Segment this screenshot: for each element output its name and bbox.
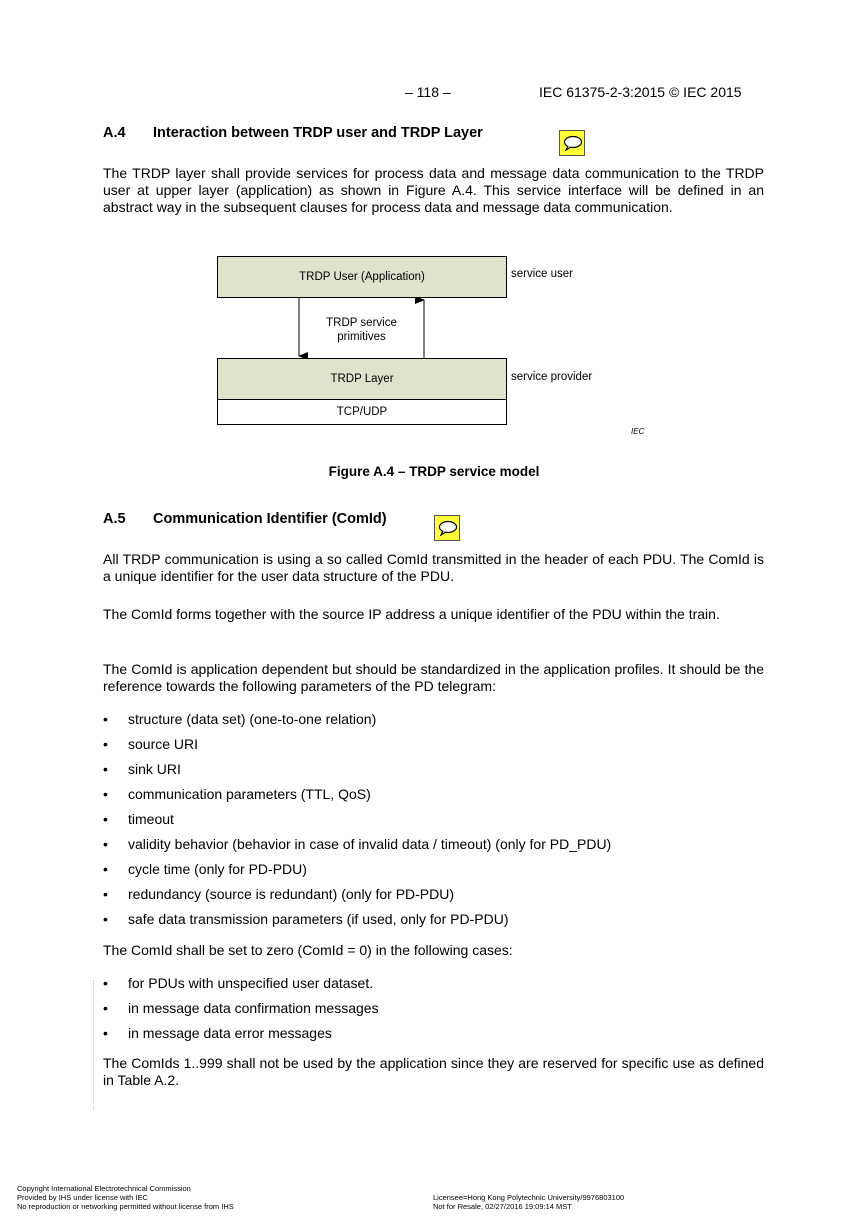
trdp-user-box (217, 256, 507, 298)
section-a5-para-2: The ComId forms together with the source IP address a unique identifier of the PDU within the train. (103, 606, 720, 622)
bullet: • (103, 761, 108, 777)
section-a5-number: A.5 (103, 511, 126, 527)
trdp-layer-box (217, 358, 507, 400)
bullet: • (103, 911, 108, 927)
footer-line: No reproduction or networking permitted without license from IHS (17, 1202, 234, 1211)
standard-reference: IEC 61375-2-3:2015 © IEC 2015 (539, 84, 742, 100)
tcp-udp-label: TCP/UDP (336, 406, 388, 418)
section-a5-para-4: The ComId shall be set to zero (ComId = 0) in the following cases: (103, 942, 513, 958)
bullet: • (103, 836, 108, 852)
service-user-label: service user (511, 268, 573, 280)
footer-line: Copyright International Electrotechnical Commission (17, 1184, 191, 1193)
section-a5-title: Communication Identifier (ComId) (153, 511, 387, 527)
list-item-text: cycle time (only for PD-PDU) (128, 861, 307, 877)
bullet: • (103, 886, 108, 902)
figure-caption: Figure A.4 – TRDP service model (328, 464, 540, 479)
footer-line: Licensee=Hong Kong Polytechnic University/9976803100 (433, 1193, 625, 1202)
bullet: • (103, 1000, 108, 1016)
primitives-line-2: primitives (337, 331, 386, 343)
footer-line: Provided by IHS under license with IEC (17, 1193, 148, 1202)
list-item-text: source URI (128, 736, 199, 752)
bullet: • (103, 811, 108, 827)
list-item-text: validity behavior (behavior in case of invalid data / timeout) (only for PD_PDU) (128, 836, 612, 852)
list-item-text: safe data transmission parameters (if used, only for PD-PDU) (128, 911, 509, 927)
section-a4-paragraph: The TRDP layer shall provide services for process data and message data communication to the TRDP user at upper layer (application) as shown in Figure A.4. This service interface will be defined in an abstract way in the subsequent clauses for process data and message data communication. (103, 165, 764, 215)
bullet: • (103, 1025, 108, 1041)
section-a4-title: Interaction between TRDP user and TRDP Layer (153, 125, 483, 141)
list-item-text: sink URI (128, 761, 181, 777)
list-item-text: in message data confirmation messages (128, 1000, 379, 1016)
tcp-udp-box (217, 399, 507, 425)
list-item-text: structure (data set) (one-to-one relation) (128, 711, 377, 727)
list-item-text: timeout (128, 811, 174, 827)
section-a5-para-5: The ComIds 1..999 shall not be used by the application since they are reserved for specific use as defined in Table A.2. (103, 1055, 764, 1088)
bullet: • (103, 861, 108, 877)
iec-mark: IEC (631, 427, 645, 436)
service-provider-label: service provider (511, 371, 593, 383)
footer-line: Not for Resale, 02/27/2016 19:09:14 MST (433, 1202, 572, 1211)
primitives-line-1: TRDP service (326, 317, 397, 329)
footer-licensee (433, 1193, 624, 1211)
list-item-text: in message data error messages (128, 1025, 332, 1041)
service-primitives-label (299, 316, 424, 344)
trdp-user-label: TRDP User (Application) (299, 271, 425, 283)
margin-mark (93, 980, 94, 1110)
page-number: – 118 – (405, 84, 451, 100)
trdp-layer-label: TRDP Layer (330, 373, 394, 385)
speech-bubble-icon[interactable] (434, 515, 460, 541)
list-item-text: redundancy (source is redundant) (only for PD-PDU) (128, 886, 455, 902)
bullet: • (103, 736, 108, 752)
footer-copyright (17, 1184, 234, 1211)
bullet: • (103, 711, 108, 727)
list-item-text: for PDUs with unspecified user dataset. (128, 975, 374, 991)
section-a5-para-3: The ComId is application dependent but should be standardized in the application profiles. It should be the reference towards the following parameters of the PD telegram: (103, 661, 764, 694)
trdp-service-model-diagram (217, 256, 507, 426)
list-item-text: communication parameters (TTL, QoS) (128, 786, 371, 802)
bullet: • (103, 786, 108, 802)
speech-bubble-icon[interactable] (559, 130, 585, 156)
bullet: • (103, 975, 108, 991)
section-a5-para-1: All TRDP communication is using a so called ComId transmitted in the header of each PDU. The ComId is a unique identifier for the user data structure of the PDU. (103, 551, 764, 584)
section-a4-number: A.4 (103, 125, 126, 141)
